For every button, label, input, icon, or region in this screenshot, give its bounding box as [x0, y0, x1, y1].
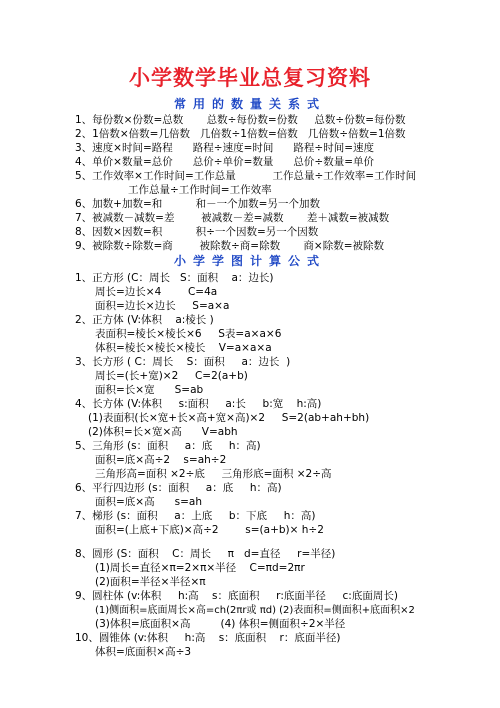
formula-line: 9、被除数÷除数=商 被除数÷商=除数 商×除数=被除数	[75, 240, 385, 252]
formula-line: 6、加数+加数=和 和－一个加数=另一个加数	[75, 198, 320, 210]
formula-line: (1)侧面积=底面周长×高=ch(2πr或 πd) (2)表面积=侧面积+底面积×2	[95, 605, 415, 616]
formula-line: 表面积=棱长×棱长×6 S表=a×a×6	[95, 328, 282, 340]
formula-line: 1、正方形 (C：周长 S：面积 a：边长)	[75, 272, 274, 284]
formula-line: 7、梯形 (s：面积 a：上底 b：下底 h：高)	[75, 510, 316, 522]
formula-line: 面积=(上底+下底)×高÷2 s=(a+b)× h÷2	[95, 524, 324, 536]
formula-line: 体积=底面积×高÷3	[95, 646, 192, 658]
formula-line: 面积=长×宽 S=ab	[95, 384, 204, 396]
formula-line: 三角形高=面积 ×2÷底 三角形底=面积 ×2÷高	[95, 468, 332, 480]
formula-line: 5、三角形 (s：面积 a：底 h：高)	[75, 440, 261, 452]
formula-line: 4、单价×数量=总价 总价÷单价=数量 总价÷数量=单价	[75, 156, 375, 168]
formula-line: 3、速度×时间=路程 路程÷速度=时间 路程÷时间=速度	[75, 142, 375, 154]
formula-line: 2、正方体 (V:体积 a:棱长 )	[75, 314, 214, 326]
formula-line: (2)面积=半径×半径×π	[95, 576, 206, 588]
formula-line: 周长=边长×4 C=4a	[95, 286, 218, 298]
formula-line: 面积=底×高 s=ah	[95, 496, 202, 508]
page-title: 小学数学毕业总复习资料	[129, 66, 371, 90]
formula-line: (1)周长=直径×π=2×π×半径 C=πd=2πr	[95, 562, 305, 574]
formula-line: 体积=棱长×棱长×棱长 V=a×a×a	[95, 342, 272, 354]
formula-line: 8、因数×因数=积 积÷一个因数=另一个因数	[75, 226, 319, 238]
formula-line: 2、1倍数×倍数=几倍数 几倍数÷1倍数=倍数 几倍数÷倍数=1倍数	[75, 128, 406, 140]
formula-line: (1)表面积(长×宽+长×高+宽×高)×2 S=2(ab+ah+bh)	[88, 412, 370, 424]
formula-line: (2)体积=长×宽×高 V=abh	[88, 426, 238, 438]
formula-line: 9、圆柱体 (v:体积 h:高 s：底面积 r:底面半径 c:底面周长)	[75, 590, 398, 602]
section-heading-geometry-formulas: 小学学图计算公式	[173, 254, 326, 268]
formula-line: 7、被减数－减数=差 被减数－差=减数 差＋减数=被减数	[75, 212, 390, 224]
formula-line: 10、圆锥体 (v:体积 h:高 s：底面积 r：底面半径)	[75, 632, 341, 644]
section-heading-quantity-relations: 常用的数量关系式	[173, 97, 326, 111]
formula-line: 3、长方形 ( C：周长 S：面积 a：边长 )	[75, 356, 291, 368]
formula-line: 6、平行四边形 (s：面积 a：底 h：高)	[75, 482, 282, 494]
formula-line: (3)体积=底面积×高 (4) 体积=侧面积÷2×半径	[95, 618, 346, 630]
formula-line: 周长=(长+宽)×2 C=2(a+b)	[95, 370, 248, 382]
formula-line: 4、长方体 (V:体积 s:面积 a:长 b:宽 h:高)	[75, 398, 322, 410]
formula-line: 1、每份数×份数=总数 总数÷每份数=份数 总数÷份数=每份数	[75, 114, 406, 126]
formula-line: 5、工作效率×工作时间=工作总量 工作总量÷工作效率=工作时间	[75, 170, 417, 182]
formula-line: 工作总量÷工作时间=工作效率	[128, 184, 272, 196]
formula-line: 面积=边长×边长 S=a×a	[95, 300, 230, 312]
formula-line: 8、圆形 (S：面积 C：周长 π d=直径 r=半径)	[75, 548, 336, 560]
formula-line: 面积=底×高÷2 s=ah÷2	[95, 454, 227, 466]
